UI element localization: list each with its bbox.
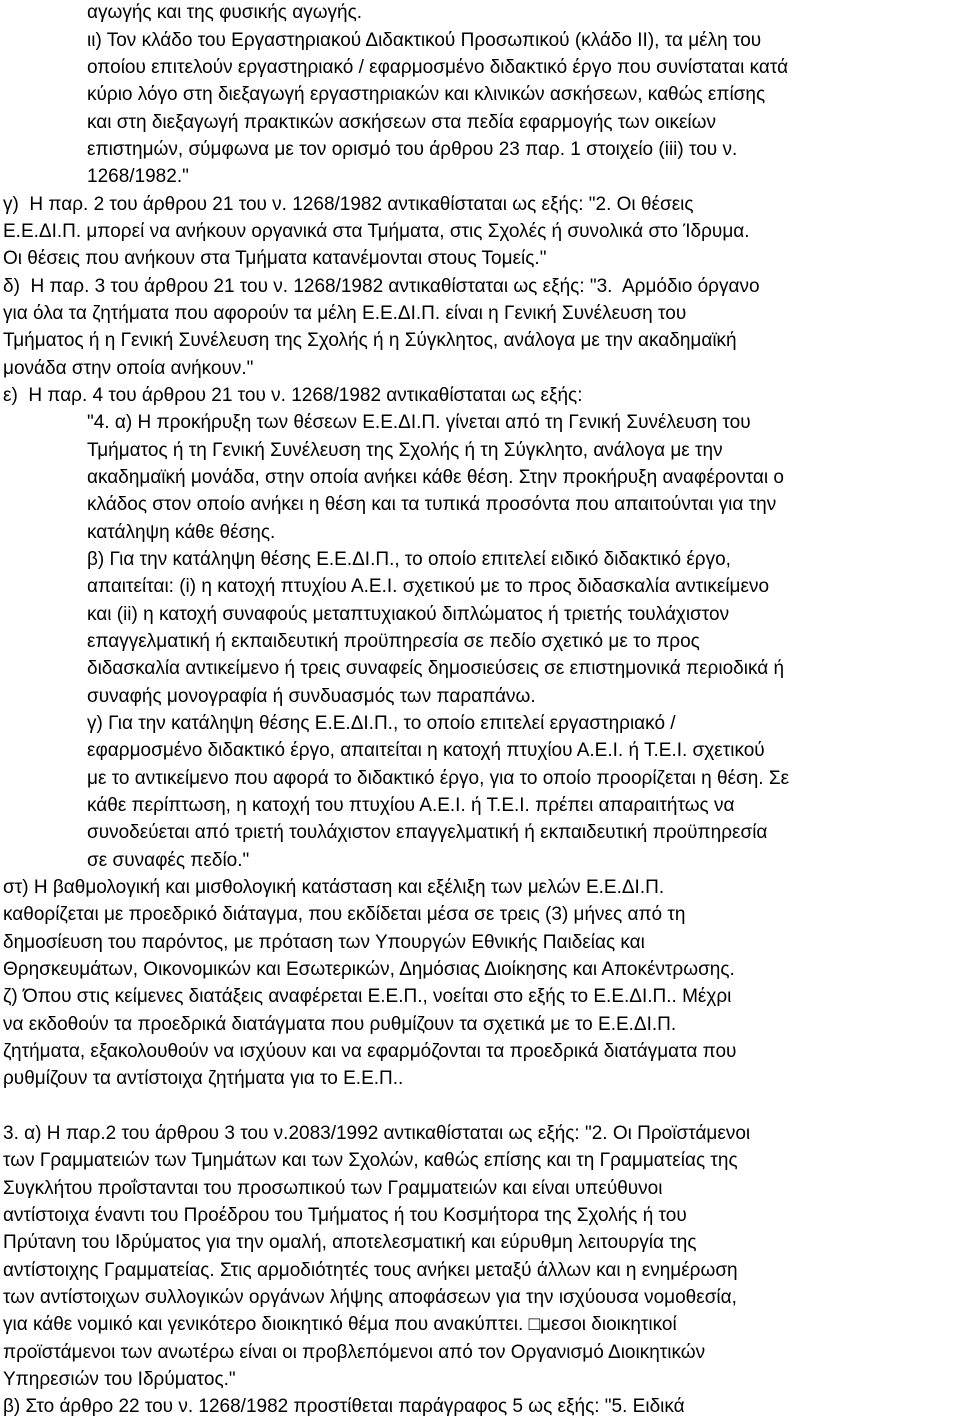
text-line: και (ii) η κατοχή συναφούς μεταπτυχιακού διπλώματος ή τριετής τουλάχιστον xyxy=(87,604,730,625)
text-line: συνοδεύεται από τριετή τουλάχιστον επαγγελματική ή εκπαιδευτική προϋπηρεσία xyxy=(87,822,768,843)
text-line: Ε.Ε.ΔΙ.Π. μπορεί να ανήκουν οργανικά στα Τμήματα, στις Σχολές ή συνολικά στο Ίδρυμα. xyxy=(3,221,750,242)
text-line: κλάδος στον οποίο ανήκει η θέση και τα τυπικά προσόντα που απαιτούνται για την xyxy=(87,494,777,515)
text-line: εφαρμοσμένο διδακτικό έργο, απαιτείται η κατοχή πτυχίου Α.Ε.Ι. ή Τ.Ε.Ι. σχετικού xyxy=(87,740,765,761)
text-line: σε συναφές πεδίο." xyxy=(87,850,250,871)
text-line: "4. α) Η προκήρυξη των θέσεων Ε.Ε.ΔΙ.Π. γίνεται από τη Γενική Συνέλευση του xyxy=(87,412,751,433)
text-line: κύριο λόγο στη διεξαγωγή εργαστηριακών και κλινικών ασκήσεων, καθώς επίσης xyxy=(87,84,766,105)
text-line: των Γραμματειών των Τμημάτων και των Σχολών, καθώς επίσης και τη Γραμματείας της xyxy=(3,1150,738,1171)
text-line: 3. α) Η παρ.2 του άρθρου 3 του ν.2083/1992 αντικαθίσταται ως εξής: "2. Οι Προϊστάμενοι xyxy=(3,1123,751,1144)
text-line: και στη διεξαγωγή πρακτικών ασκήσεων στα πεδία εφαρμογής των οικείων xyxy=(87,112,716,133)
text-line: μονάδα στην οποία ανήκουν." xyxy=(3,358,254,379)
text-line: κάθε περίπτωση, η κατοχή του πτυχίου Α.Ε.Ι. ή Τ.Ε.Ι. πρέπει απαραιτήτως να xyxy=(87,795,735,816)
text-line: ιι) Τον κλάδο του Εργαστηριακού Διδακτικού Προσωπικού (κλάδο ΙΙ), τα μέλη του xyxy=(87,30,762,51)
text-line: αντίστοιχα έναντι του Προέδρου του Τμήματος ή του Κοσμήτορα της Σχολής ή του xyxy=(3,1205,687,1226)
text-line: αντίστοιχης Γραμματείας. Στις αρμοδιότητές τους ανήκει μεταξύ άλλων και η ενημέρωση xyxy=(3,1260,738,1281)
text-line: Συγκλήτου προΐστανται του προσωπικού των Γραμματειών και είναι υπεύθυνοι xyxy=(3,1178,663,1199)
text-line: γ) Η παρ. 2 του άρθρου 21 του ν. 1268/1982 αντικαθίσταται ως εξής: "2. Οι θέσεις xyxy=(3,194,694,215)
text-line: να εκδοθούν τα προεδρικά διατάγματα που ρυθμίζουν τα σχετικά με το Ε.Ε.ΔΙ.Π. xyxy=(3,1014,677,1035)
text-line: Τμήματος ή η Γενική Συνέλευση της Σχολής ή η Σύγκλητος, ανάλογα με την ακαδημαϊκή xyxy=(3,330,737,351)
text-line: επιστημών, σύμφωνα με τον ορισμό του άρθρου 23 παρ. 1 στοιχείο (iii) του ν. xyxy=(87,139,738,160)
text-line: με το αντικείμενο που αφορά το διδακτικό έργο, για το οποίο προορίζεται η θέση. Σε xyxy=(87,768,790,789)
text-line: Πρύτανη του Ιδρύματος για την ομαλή, αποτελεσματική και εύρυθμη λειτουργία της xyxy=(3,1232,697,1253)
text-line: διδασκαλία αντικείμενο ή τρεις συναφείς δημοσιεύσεις σε επιστημονικά περιοδικά ή xyxy=(87,658,785,679)
text-line: προϊστάμενοι των ανωτέρω είναι οι προβλεπόμενοι από τον Οργανισμό Διοικητικών xyxy=(3,1342,706,1363)
text-line: ε) Η παρ. 4 του άρθρου 21 του ν. 1268/1982 αντικαθίσταται ως εξής: xyxy=(3,385,583,406)
text-line: γ) Για την κατάληψη θέσης Ε.Ε.ΔΙ.Π., το οποίο επιτελεί εργαστηριακό / xyxy=(87,713,676,734)
text-line: αγωγής και της φυσικής αγωγής. xyxy=(87,2,363,23)
text-line: στ) Η βαθμολογική και μισθολογική κατάσταση και εξέλιξη των μελών Ε.Ε.ΔΙ.Π. xyxy=(3,877,665,898)
text-line: Θρησκευμάτων, Οικονομικών και Εσωτερικών, Δημόσιας Διοίκησης και Αποκέντρωσης. xyxy=(3,959,735,980)
text-line: δημοσίευση του παρόντος, με πρόταση των Υπουργών Εθνικής Παιδείας και xyxy=(3,932,645,953)
text-line: Υπηρεσιών του Ιδρύματος." xyxy=(3,1369,236,1390)
text-line: β) Για την κατάληψη θέσης Ε.Ε.ΔΙ.Π., το οποίο επιτελεί ειδικό διδακτικό έργο, xyxy=(87,549,731,570)
text-line: απαιτείται: (i) η κατοχή πτυχίου Α.Ε.Ι. σχετικού με το προς διδασκαλία αντικείμενο xyxy=(87,576,770,597)
text-line: 1268/1982." xyxy=(87,166,189,187)
text-line: ακαδημαϊκή μονάδα, στην οποία ανήκει κάθε θέση. Στην προκήρυξη αναφέρονται ο xyxy=(87,467,784,488)
text-line: ζ) Όπου στις κείμενες διατάξεις αναφέρεται Ε.Ε.Π., νοείται στο εξής το Ε.Ε.ΔΙ.Π.. Μέχρι xyxy=(3,986,732,1007)
text-line: για κάθε νομικό και γενικότερο διοικητικό θέμα που ανακύπτει. □μεσοι διοικητικοί xyxy=(3,1314,677,1335)
text-line: ρυθμίζουν τα αντίστοιχα ζητήματα για το Ε.Ε.Π.. xyxy=(3,1068,404,1089)
text-line: οποίου επιτελούν εργαστηριακό / εφαρμοσμένο διδακτικό έργο που συνίσταται κατά xyxy=(87,57,789,78)
text-line: συναφής μονογραφία ή συνδυασμός των παραπάνω. xyxy=(87,686,536,707)
text-line: ζητήματα, εξακολουθούν να ισχύουν και να εφαρμόζονται τα προεδρικά διατάγματα που xyxy=(3,1041,737,1062)
text-line: επαγγελματική ή εκπαιδευτική προϋπηρεσία σε πεδίο σχετικό με το προς xyxy=(87,631,700,652)
text-line: δ) Η παρ. 3 του άρθρου 21 του ν. 1268/1982 αντικαθίσταται ως εξής: "3. Αρμόδιο όργανο xyxy=(3,276,760,297)
text-line: καθορίζεται με προεδρικό διάταγμα, που εκδίδεται μέσα σε τρεις (3) μήνες από τη xyxy=(3,904,686,925)
text-line: για όλα τα ζητήματα που αφορούν τα μέλη Ε.Ε.ΔΙ.Π. είναι η Γενική Συνέλευση του xyxy=(3,303,687,324)
text-line: των αντίστοιχων συλλογικών οργάνων λήψης αποφάσεων για την ισχύουσα νομοθεσία, xyxy=(3,1287,737,1308)
text-line: Οι θέσεις που ανήκουν στα Τμήματα κατανέμονται στους Τομείς." xyxy=(3,248,547,269)
text-line: β) Στο άρθρο 22 του ν. 1268/1982 προστίθεται παράγραφος 5 ως εξής: "5. Ειδικά xyxy=(3,1396,685,1417)
text-line: κατάληψη κάθε θέσης. xyxy=(87,522,276,543)
text-line: Τμήματος ή τη Γενική Συνέλευση της Σχολής ή τη Σύγκλητο, ανάλογα με την xyxy=(87,440,723,461)
